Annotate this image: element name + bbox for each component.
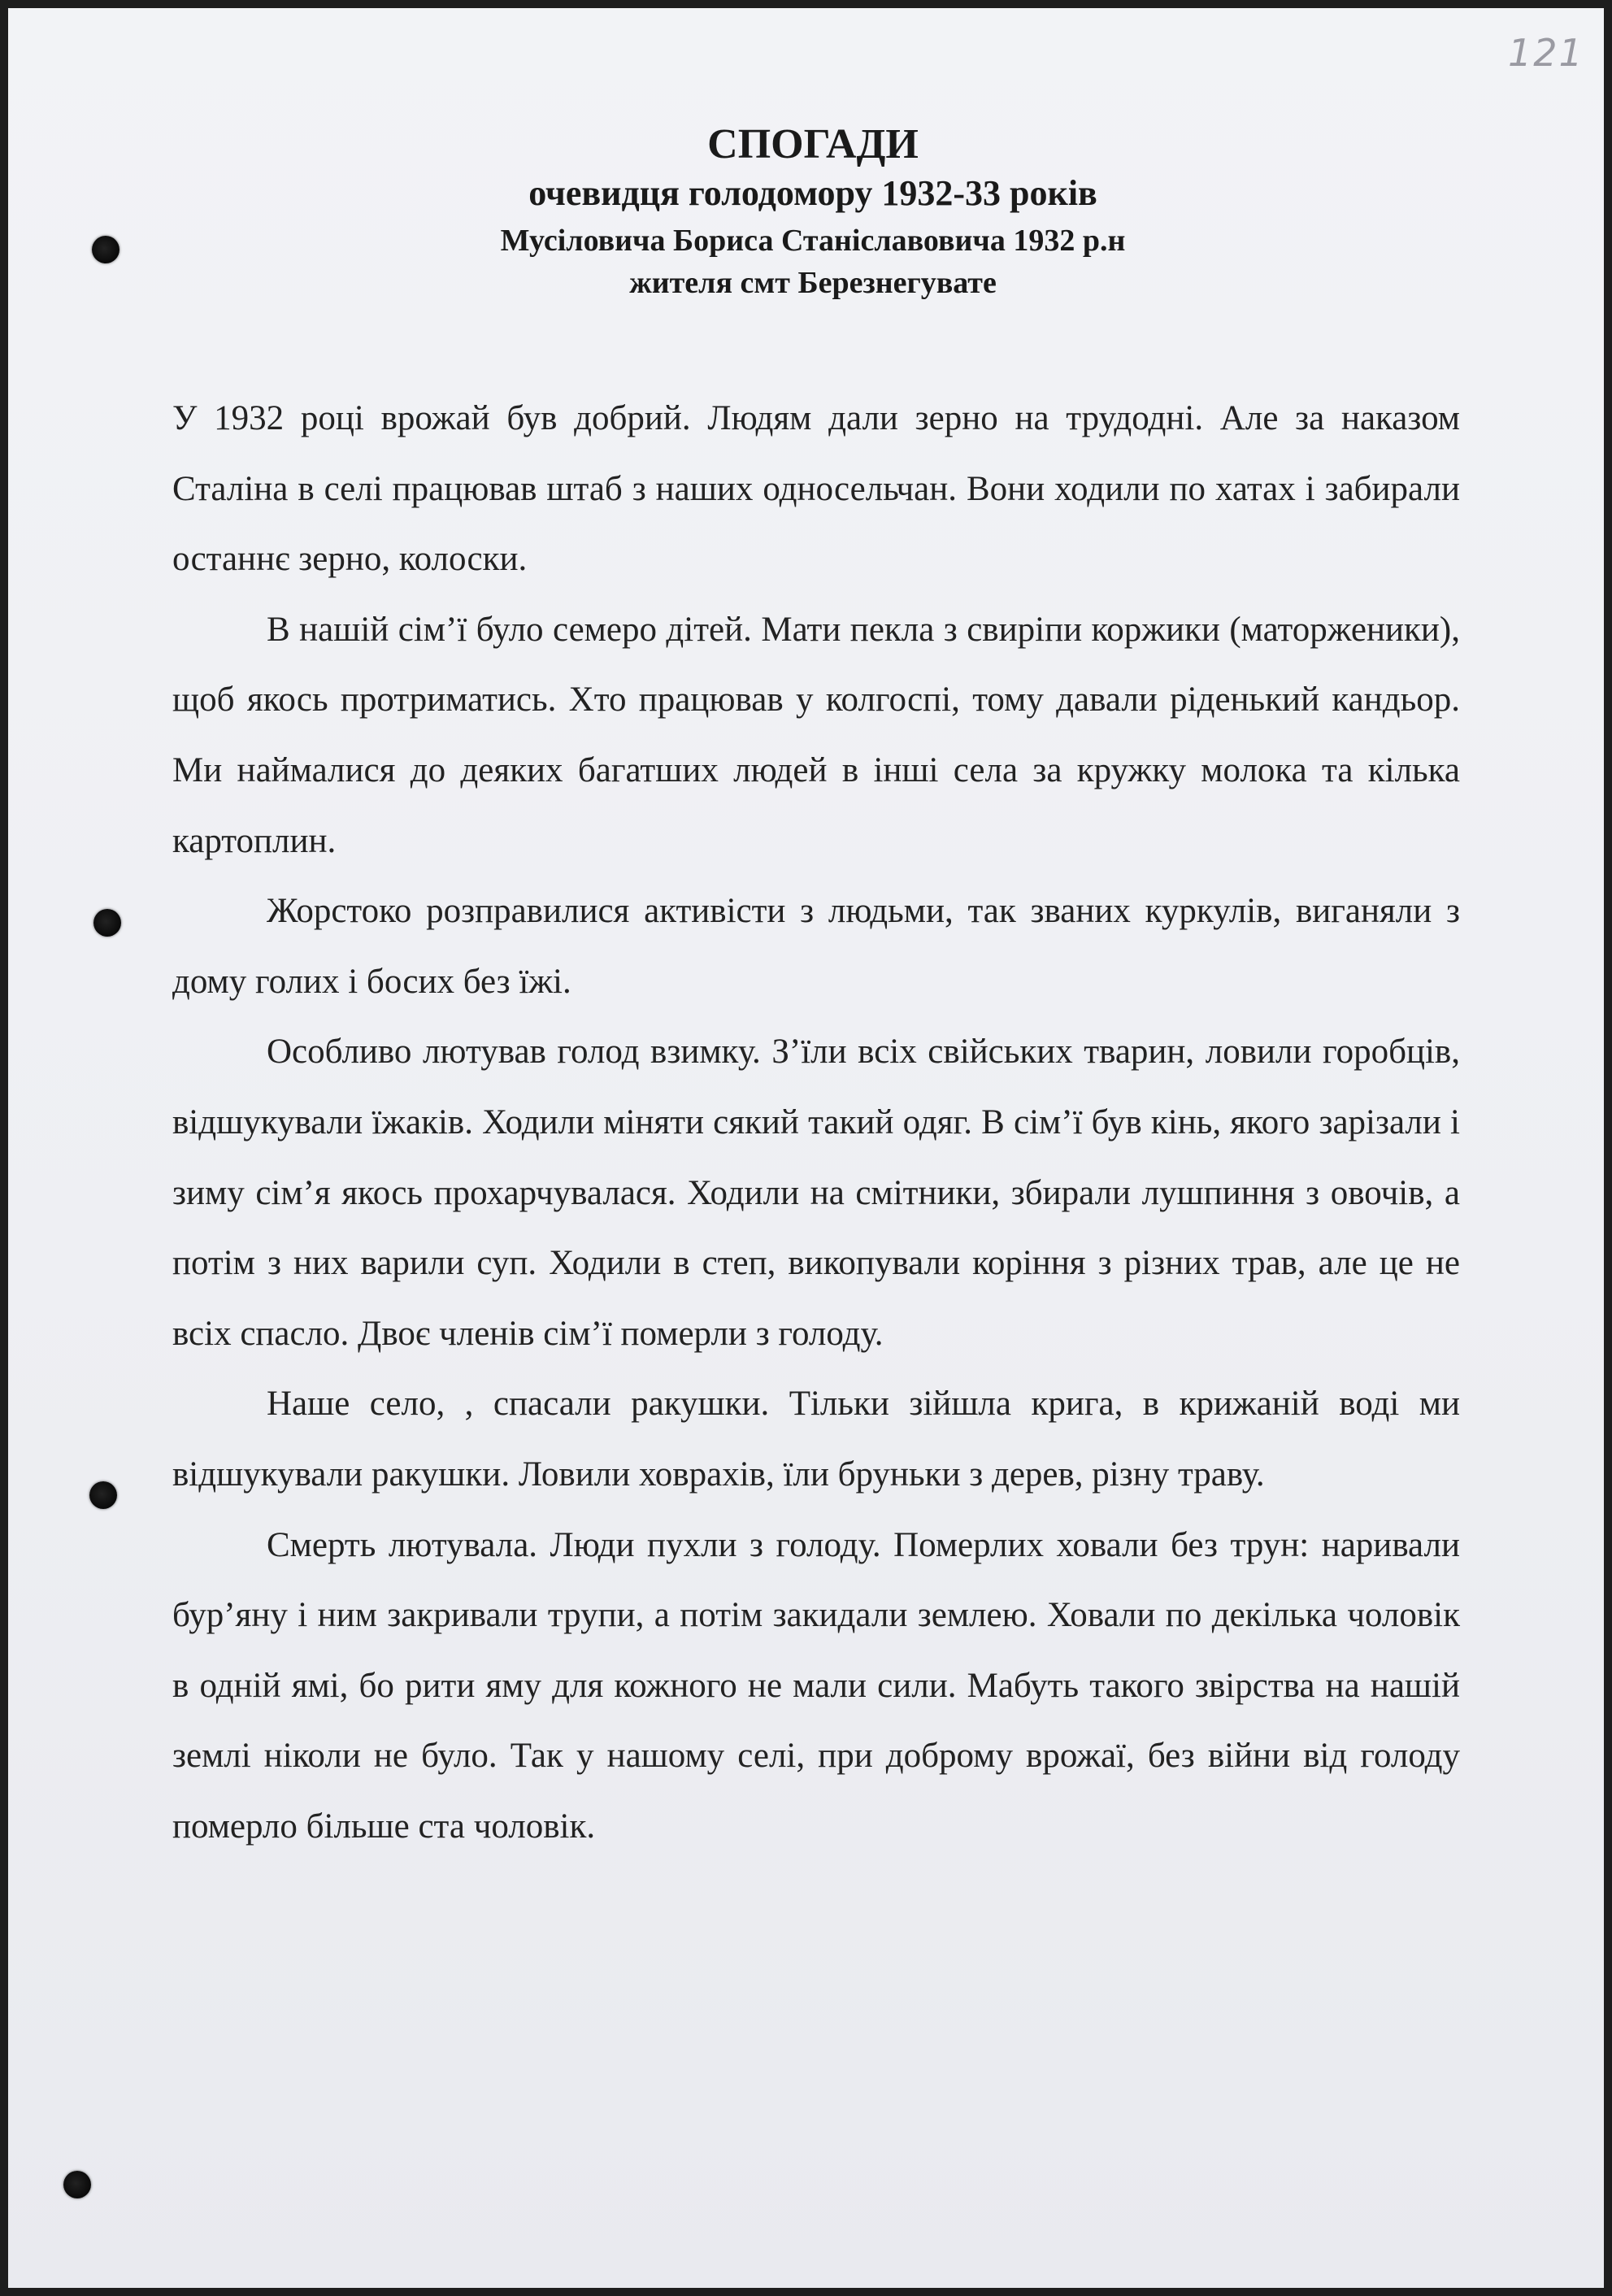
punch-hole bbox=[92, 236, 119, 263]
witness-residence: жителя смт Березнегувате bbox=[629, 266, 997, 300]
document-body bbox=[172, 384, 1460, 1862]
document-title: СПОГАДИ bbox=[707, 121, 919, 167]
paragraph: Смерть лютувала. Люди пухли з голоду. Померлих ховали без трун: наривали бур’яну і ним закривали трупи, а потім закидали землею. Ховали по декілька чоловік в одній ямі, бо рити яму для кожного не мали сили. Мабуть такого звірства на нашій землі ніколи не було. Так у нашому селі, при доброму врожаї, без війни від голоду померло більше ста чоловік. bbox=[172, 1525, 1460, 1846]
witness-name: Мусіловича Бориса Станіславовича 1932 р.н bbox=[500, 224, 1126, 258]
punch-hole bbox=[93, 909, 121, 937]
punch-hole bbox=[89, 1481, 117, 1509]
page-number: 121 bbox=[1508, 31, 1584, 75]
paragraph: У 1932 році врожай був добрий. Людям дали зерно на трудодні. Але за наказом Сталіна в селі працював штаб з наших односельчан. Вони ходили по хатах і забирали останнє зерно, колоски. bbox=[172, 399, 1460, 579]
paragraph: Особливо лютував голод взимку. З’їли всіх свійських тварин, ловили горобців, відшукували їжаків. Ходили міняти сякий такий одяг. В сім’ї був кінь, якого зарізали і зиму сім’я якось прохарчувалася. Ходили на смітники, збирали лушпиння з овочів, а потім з них варили суп. Ходили в степ, викопували коріння з різних трав, але це не всіх спасло. Двоє членів сім’ї померли з голоду. bbox=[172, 1033, 1460, 1353]
paragraph: В нашій сім’ї було семеро дітей. Мати пекла з свиріпи коржики (маторженики), щоб якось протриматись. Хто працював у колгоспі, тому давали ріденький кандьор. Ми наймалися до деяких багатших людей в інші села за кружку молока та кілька картоплин. bbox=[172, 610, 1460, 860]
punch-hole bbox=[63, 2171, 91, 2198]
document-subtitle: очевидця голодомору 1932-33 років bbox=[528, 173, 1097, 213]
paragraph: Жорстоко розправилися активісти з людьми, так званих куркулів, виганяли з дому голих і босих без їжі. bbox=[172, 892, 1460, 1001]
paragraph: Наше село, , спасали ракушки. Тільки зійшла крига, в крижаній воді ми відшукували ракушки. Ловили ховрахів, їли бруньки з дерев, різну траву. bbox=[172, 1385, 1460, 1494]
